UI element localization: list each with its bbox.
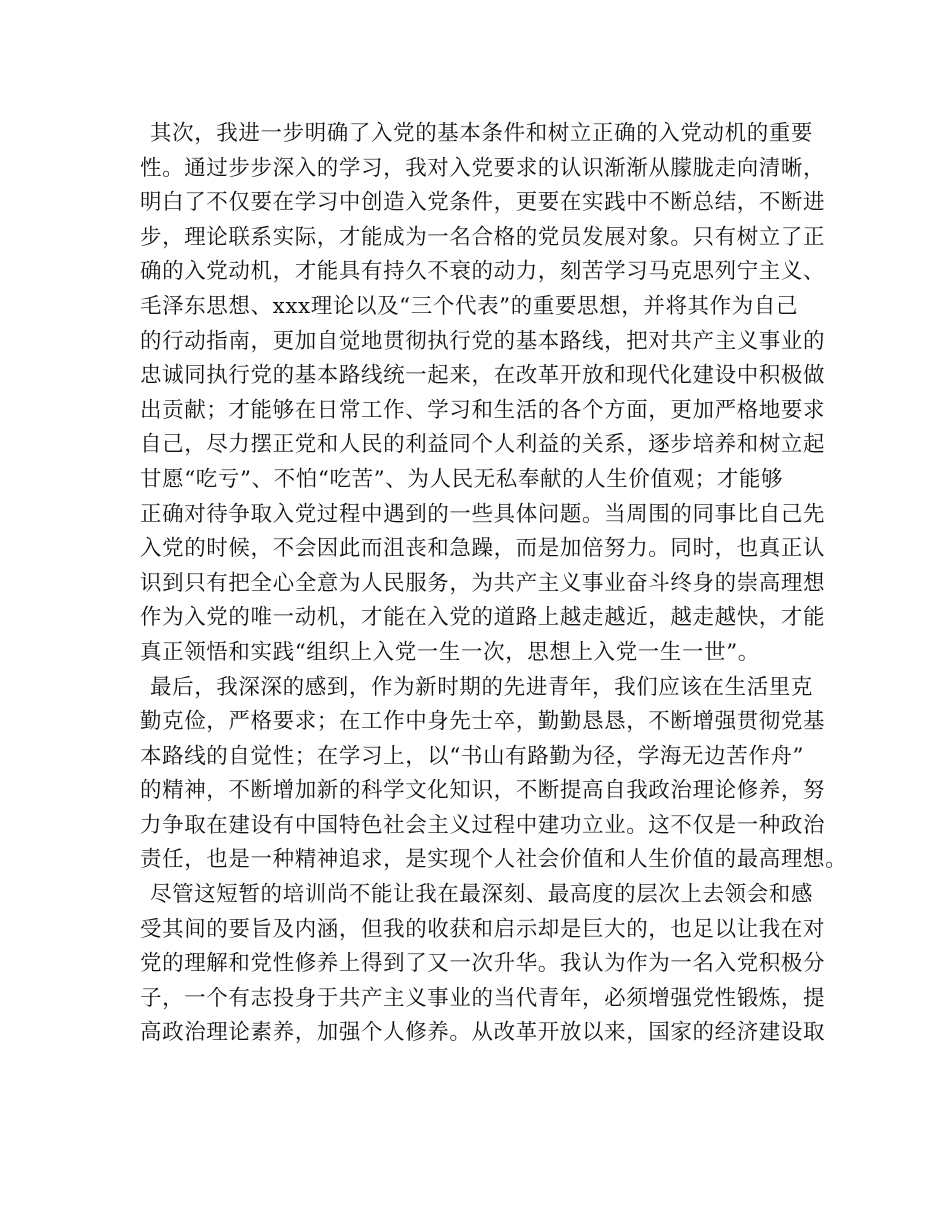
- text-line: 勤克俭，严格要求；在工作中身先士卒，勤勤恳恳，不断增强贯彻党基: [140, 709, 826, 735]
- text-line: 忠诚同执行党的基本路线统一起来，在改革开放和现代化建设中积极做: [140, 363, 826, 389]
- text-line: 识到只有把全心全意为人民服务，为共产主义事业奋斗终身的崇高理想: [140, 570, 826, 596]
- text-line: 力争取在建设有中国特色社会主义过程中建功立业。这不仅是一种政治: [140, 812, 826, 838]
- text-line: 毛泽东思想、xxx理论以及“三个代表”的重要思想，并将其作为自己: [140, 293, 799, 319]
- text-line: 尽管这短暂的培训尚不能让我在最深刻、最高度的层次上去领会和感: [150, 882, 814, 908]
- text-line: 党的理解和党性修养上得到了又一次升华。我认为作为一名入党积极分: [140, 951, 826, 977]
- text-line: 责任，也是一种精神追求，是实现个人社会价值和人生价值的最高理想。: [140, 847, 848, 873]
- text-line: 本路线的自觉性；在学习上，以“书山有路勤为径，学海无边苦作舟”: [140, 743, 805, 769]
- text-line: 正确对待争取入党过程中遇到的一些具体问题。当周围的同事比自己先: [140, 501, 826, 527]
- text-line: 自己，尽力摆正党和人民的利益同个人利益的关系，逐步培养和树立起: [140, 432, 826, 458]
- text-line: 其次，我进一步明确了入党的基本条件和树立正确的入党动机的重要: [150, 121, 814, 146]
- text-line: 作为入党的唯一动机，才能在入党的道路上越走越近，越走越快，才能: [140, 605, 826, 631]
- text-line: 的行动指南，更加自觉地贯彻执行党的基本路线，把对共产主义事业的: [140, 328, 826, 354]
- text-line: 受其间的要旨及内涵，但我的收获和启示却是巨大的，也足以让我在对: [140, 916, 826, 942]
- text-line: 高政治理论素养，加强个人修养。从改革开放以来，国家的经济建设取: [140, 1020, 826, 1046]
- text-line: 甘愿“吃亏”、不怕“吃苦”、为人民无私奉献的人生价值观；才能够: [140, 466, 784, 492]
- document-page: [140, 117, 848, 1051]
- text-line: 的精神，不断增加新的科学文化知识，不断提高自我政治理论修养，努: [140, 778, 826, 804]
- text-line: 出贡献；才能够在日常工作、学习和生活的各个方面，更加严格地要求: [140, 397, 826, 423]
- text-line: 入党的时候，不会因此而沮丧和急躁，而是加倍努力。同时，也真正认: [140, 536, 826, 562]
- text-line: 最后，我深深的感到，作为新时期的先进青年，我们应该在生活里克: [150, 674, 814, 700]
- text-line: 真正领悟和实践“组织上入党一生一次，思想上入党一生一世”。: [140, 639, 760, 665]
- text-line: 性。通过步步深入的学习，我对入党要求的认识渐渐从朦胧走向清晰，: [140, 155, 826, 181]
- text-line: 明白了不仅要在学习中创造入党条件，更要在实践中不断总结，不断进: [140, 190, 826, 216]
- text-line: 确的入党动机，才能具有持久不衰的动力，刻苦学习马克思列宁主义、: [140, 259, 826, 285]
- text-line: 子，一个有志投身于共产主义事业的当代青年，必须增强党性锻炼，提: [140, 985, 826, 1011]
- text-line: 步，理论联系实际，才能成为一名合格的党员发展对象。只有树立了正: [140, 224, 826, 250]
